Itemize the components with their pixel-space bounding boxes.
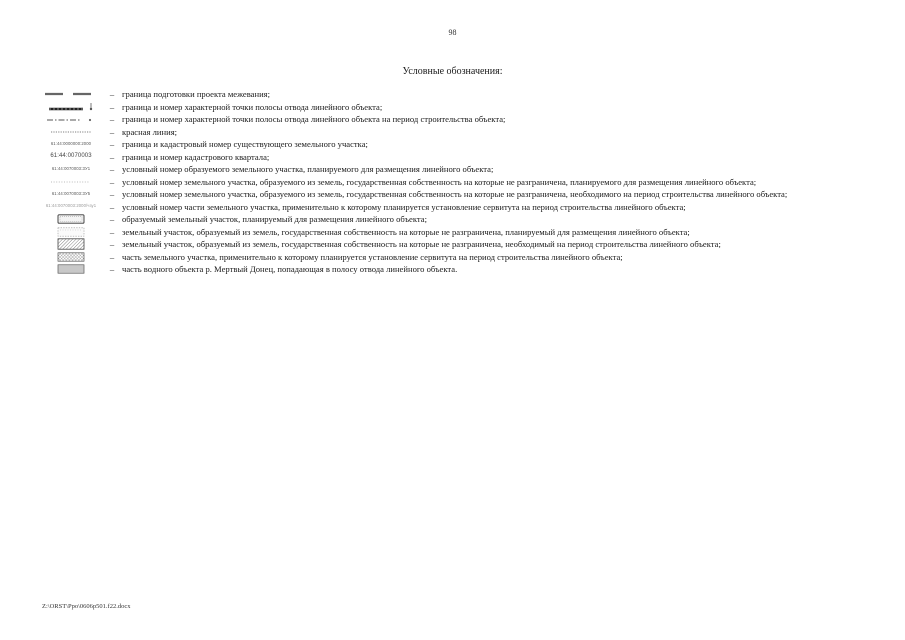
legend-dash: – — [109, 251, 115, 262]
servitude-part-label-icon — [40, 202, 102, 212]
symbol-label: 61:44:0000000:2000 — [50, 140, 92, 146]
legend-row-red-line — [40, 127, 870, 137]
legend-row-state-land-parcel-label — [40, 177, 870, 187]
legend-dash: – — [109, 126, 115, 137]
servitude-crosshatch-icon — [40, 252, 102, 262]
legend-list — [40, 89, 870, 277]
legend-dash: – — [109, 201, 115, 212]
state-land-parcel-label-icon — [40, 177, 102, 187]
legend-dash: – — [109, 214, 115, 224]
construction-period-point-line-icon — [40, 114, 102, 124]
legend-description: граница и номер кадастрового квартала; — [122, 151, 270, 162]
state-land-hatch-icon — [40, 239, 102, 249]
legend-row-right-of-way — [40, 102, 870, 112]
legend-dash: – — [109, 226, 115, 237]
legend-row-construction-period — [40, 114, 870, 124]
legend-row-servitude-part-label — [40, 202, 870, 212]
legend-row-formed-parcel-label — [40, 164, 870, 174]
state-land-fill-icon — [40, 227, 102, 237]
legend-dash: – — [109, 89, 115, 99]
legend-dash: – — [109, 189, 115, 199]
legend-description: земельный участок, образуемый из земель, государственная собственность на которые не разграничена, планируемый для размещения линейного объекта; — [122, 226, 690, 237]
legend-dash: – — [109, 101, 115, 112]
legend-dash: – — [109, 151, 115, 162]
legend-row-servitude-crosshatch — [40, 252, 870, 262]
legend-dash: – — [109, 239, 115, 249]
page-number: 98 — [448, 28, 457, 37]
symbol-label: 61:44:0070003 — [50, 153, 92, 160]
legend-row-water-body — [40, 264, 870, 274]
legend-description: земельный участок, образуемый из земель, государственная собственность на которые не разграничена, необходимый на период строительства линейного объекта; — [122, 239, 721, 249]
legend-dash: – — [109, 176, 115, 187]
legend-description: граница и кадастровый номер существующего земельного участка; — [122, 139, 368, 149]
legend-title: Условные обозначения: — [402, 66, 503, 77]
legend-row-survey-boundary — [40, 89, 870, 99]
legend-description: граница и номер характерной точки полосы отвода линейного объекта на период строительства объекта; — [122, 114, 506, 124]
legend-description: часть земельного участка, применительно к которому планируется установление сервитута на период строительства линейного объекта; — [122, 251, 623, 262]
legend-description: граница и номер характерной точки полосы отвода линейного объекта; — [122, 101, 383, 112]
right-of-way-point-line-icon — [40, 102, 102, 112]
document-file-path: Z:\ORST\Ppo\0606p501.f22.docx — [42, 603, 131, 610]
legend-dash: – — [109, 139, 115, 149]
state-land-construction-label-icon — [40, 189, 102, 199]
legend-row-state-land-fill — [40, 227, 870, 237]
cadastral-quarter-label-icon — [40, 152, 102, 162]
legend-description: граница подготовки проекта межевания; — [122, 89, 271, 99]
legend-description: часть водного объекта р. Мертвый Донец, попадающая в полосу отвода линейного объекта. — [122, 264, 458, 274]
legend-dash: – — [109, 264, 115, 274]
water-body-fill-icon — [40, 264, 102, 274]
existing-parcel-line-icon — [40, 139, 102, 149]
legend-row-state-land-construction-label — [40, 189, 870, 199]
legend-description: условный номер земельного участка, образуемого из земель, государственная собственность на которые не разграничена, планируемого для размещения линейного объекта; — [122, 176, 757, 187]
legend-row-existing-parcel — [40, 139, 870, 149]
legend-description: условный номер земельного участка, образуемого из земель, государственная собственность на которые не разграничена, необходимого на период строительства линейного объекта; — [122, 189, 788, 199]
legend-dash: – — [109, 114, 115, 124]
symbol-label: 61:44:0070003:ЗУ1 — [51, 165, 91, 171]
symbol-label: 61:44:0070003:ЗУ5 — [51, 190, 91, 196]
legend-description: условный номер образуемого земельного участка, планируемого для размещения линейного объекта; — [122, 164, 494, 174]
symbol-label: 61:44:0070003:2000/чзу1 — [45, 203, 97, 209]
legend-description: условный номер части земельного участка, применительно к которому планируется установление сервитута на период строительства линейного объекта; — [122, 201, 686, 212]
legend-dash: – — [109, 164, 115, 174]
legend-row-cadastral-quarter — [40, 152, 870, 162]
legend-description: образуемый земельный участок, планируемый для размещения линейного объекта; — [122, 214, 427, 224]
formed-parcel-label-icon — [40, 164, 102, 174]
legend-description: красная линия; — [122, 126, 178, 137]
legend-row-state-land-hatch — [40, 239, 870, 249]
formed-parcel-fill-icon — [40, 214, 102, 224]
survey-boundary-line-icon — [40, 89, 102, 99]
red-line-icon — [40, 127, 102, 137]
legend-row-formed-parcel-fill — [40, 214, 870, 224]
